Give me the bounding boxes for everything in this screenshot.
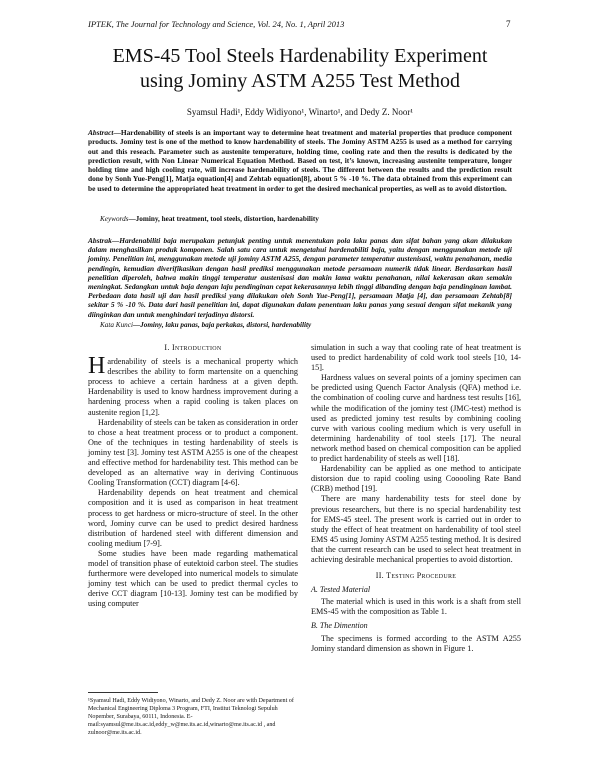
paper-title	[0, 44, 600, 94]
page-number: 7	[506, 19, 511, 29]
intro-paragraph-2: Hardenability of steels can be taken as consideration in order to chose a heat treatment process or to product a component. One of the techniques in testing hardenability of steels is jominy test [3]. Jominy test ASTM A255 is one of the cheapest and effective method for hardenability test. This method can be developed as an alternative way in deriving Continuous Cooling Transformation (CCT) diagram [4-6].	[88, 417, 298, 488]
abstrak-text: —Hardenabiliti baja merupakan petunjuk penting untuk menentukan pola laku panas dan sifat bahan yang akan dilakukan dalam menghasilkan produk komponen. Salah satu cara untuk mengetahui hardenabiliti baja, yaitu dengan menggunakan metode uji jominy. Penelitian ini, menggunakan metode uji jominy ASTM A255, dengan parameter temperatur austenisasi, waktu penahanan, media pendingin, kemudian diverifikasikan dengan hasil prediksi menggunakan metode persamaan numerik tidak linear. Berdasarkan hasil penelitian diperoleh, bahwa makin tinggi temperatur austenisasi dan makin lama waktu penahanan, nilai kekerasan akan semakin meningkat. Sedangkan untuk baja dengan laju pendinginan cepat kekerasannya lebih tinggi dibanding dengan baja pendinginan lambat. Perbedaan data hasil uji dan hasil prediksi yang dilakukan oleh Sonh Yue-Peng[1], persamaan Matja [4], dan persamaan Zehtab[8] sekitar 5 % -10 %. Data dari hasil penelitian ini, dapat digunakan dalam penentuan laku panas yang sesuai dengan sifat mekanik yang diinginkan dan untuk menghindari terjadinya distorsi.	[88, 236, 512, 319]
intro-paragraph-1: Hardenability of steels is a mechanical property which describes the ability to form martensite on a quenching process to achieve a certain hardness at a given depth. Hardenability is used to know hardness improvement during a hardening process when a rapid cooling is taken places on austenite region [1,2].	[88, 353, 298, 417]
abstract-label: Abstract	[88, 128, 114, 137]
abstract-text: —Hardenability of steels is an important way to determine heat treatment and material properties that produce component products. Jominy test is one of the method to know hardenability of steels. The Jominy ASTM A255 is used as a method for carrying out and this reseach. Parameter such as austenite temperature, holding time, cooling rate and then the results is dedicated by the prediction result, with Non Linear Numerical Equation Method. Based on test, it’s known, increasing austenite temperature, longer holding time and high cooling rate, will increase hardenability of steels. The different between the results and the prediction result done by Sonh Yue-Peng[1], Matja equation[4] and Zehtab equation[8], about 5 % -10 %. The data obtained from this experiment can be used to determine the appropriated heat treatment in order to get the desired mechanical properties, as well as to avoid distortion.	[88, 128, 512, 193]
abstrak	[88, 236, 512, 319]
intro-paragraph-4: Some studies have been made regarding mathematical model of transition phase of eutektoid carbon steel. The studies furthermore were developed into numerical models to simulate jominy test which can be used to predict thermal cycles to derive CCT diagram [10-13]. Jominy test can be modified by using computer	[88, 548, 298, 609]
kata-kunci-label: Kata Kunci	[100, 321, 133, 329]
author-list: Syamsul Hadi¹, Eddy Widiyono¹, Winarto¹, and Dedy Z. Noor¹	[186, 107, 414, 117]
intro-paragraph-continued: simulation in such a way that cooling rate of heat treatment is used to predict hardenability of cold work tool steels [10, 14-15].	[311, 343, 521, 373]
keywords-label: Keywords	[100, 215, 129, 223]
section-heading-introduction: I. Introduction	[164, 343, 222, 352]
dimention-paragraph: The specimens is formed according to the ASTM A255 Jominy standard dimension as shown in Figure 1.	[311, 633, 521, 653]
intro-paragraph-3: Hardenability depends on heat treatment and chemical composition and it is used as comparison in heat treatment process to get hardness or micro-structure of steel. In the other word, Jominy curve can be used to predict desired hardness distribution of hardened steel with different dimension and cooling medium [7-9].	[88, 488, 298, 548]
title-line-1: EMS-45 Tool Steels Hardenability Experiment	[112, 45, 488, 67]
running-header: IPTEK, The Journal for Technology and Science, Vol. 24, No. 1, April 2013	[88, 19, 345, 29]
section-heading-testing-procedure: II. Testing Procedure	[375, 571, 457, 581]
abstrak-label: Abstrak	[88, 236, 112, 245]
left-column	[88, 343, 298, 609]
drop-cap: H	[88, 353, 106, 380]
intro-paragraph-5: Hardness values on several points of a jominy specimen can be predicted using Quench Factor Analysis (QFA) method i.e. the combination of cooling curve and hardness test results [16], while the modification of the jominy test (JMC-test) method is used as predicted jominy test results by combining cooling curve with various cooling medium which is very usefull in determining hardenability of tool steels [17]. The neural network method based on chemical composition can be applied to predict hardenability of steels as well [18].	[311, 373, 521, 464]
right-column	[311, 343, 521, 654]
keywords-text: —Jominy, heat treatment, tool steels, distortion, hardenability	[128, 215, 319, 223]
author-footnote: ¹Syamsul Hadi, Eddy Widiyono, Winarto, and Dedy Z. Noor are with Department of Mechanical Engineering Diploma 3 Program, FTI, Institut Teknologi Sepuluh Nopember, Surabaya, 60111, Indonesia. E-mail:syamsul@me.its.ac.id,eddy_w@me.its.ac.id,winarto@me.its.ac.id , and zulnoor@me.its.ac.id.	[88, 698, 294, 736]
title-line-2: using Jominy ASTM A255 Test Method	[140, 70, 460, 92]
intro-paragraph-7: There are many hardenability tests for steel done by previous researchers, but there is no special hardenability test for EMS-45 steel. The present work is carried out in order to study the effect of heat treatment on hardenability of tool steel EMS 45 using Jominy ASTM A255 testing method. It is desired that the current research can be used to select heat treatment in achieving desirable mechanical properties to avoid distortion.	[311, 494, 521, 564]
abstract	[88, 128, 512, 193]
footnote-divider	[88, 692, 158, 693]
tested-material-paragraph: The material which is used in this work is a shaft from stell EMS-45 with the composition as Table 1.	[311, 597, 521, 617]
subheading-tested-material: A. Tested Material	[311, 585, 371, 595]
keywords	[100, 215, 512, 223]
kata-kunci	[100, 321, 512, 329]
subheading-dimention: B. The Dimention	[311, 621, 368, 631]
intro-paragraph-6: Hardenability can be applied as one method to anticipate distorsion due to rapid cooling using Cooooling Rate Band (CRB) method [19].	[311, 464, 521, 494]
kata-kunci-text: —Jominy, laku panas, baja perkakas, distorsi, hardenability	[132, 321, 312, 329]
